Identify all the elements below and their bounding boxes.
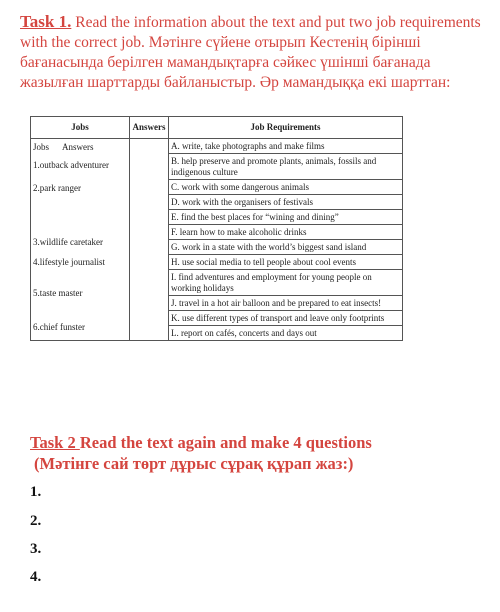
task1-title: Task 1.	[20, 12, 72, 31]
task1-instruction: Read the information about the text and put two job requirements with the correct job. Мәтінге сүйене отырып Кестенің бірінші бағанасында берілген мамандықтарға сәйкес үшінші бағанада жазылған шарттарды байланыстыр. Әр мамандыққа екі шарттан:	[20, 14, 481, 91]
requirement-item: G. work in a state with the world’s biggest sand island	[169, 240, 402, 255]
answers-cell[interactable]	[130, 139, 169, 341]
requirement-item: E. find the best places for “wining and dining”	[169, 210, 402, 225]
requirement-item: C. work with some dangerous animals	[169, 180, 402, 195]
job-item: 3.wildlife caretaker	[33, 237, 103, 247]
requirement-item: L. report on cafés, concerts and days out	[171, 328, 317, 338]
job-item: 5.taste master	[33, 288, 83, 298]
requirement-item: I. find adventures and employment for young people on working holidays	[169, 270, 402, 296]
header-answers: Answers	[130, 117, 169, 139]
job-item: 2.park ranger	[33, 183, 81, 193]
header-requirements: Job Requirements	[169, 117, 403, 139]
job-item: 6.chief funster	[33, 322, 85, 332]
task1-block	[20, 12, 490, 93]
question-number: 3.	[30, 541, 42, 557]
requirement-item: H. use social media to tell people about cool events	[169, 255, 402, 270]
job-item: 4.lifestyle journalist	[33, 257, 105, 267]
requirement-item: K. use different types of transport and leave only footprints	[169, 311, 402, 326]
question-number: 2.	[30, 513, 42, 529]
task2-subtitle: (Мәтінге сай төрт дұрыс сұрақ құрап жаз:)	[34, 454, 354, 473]
requirement-item: D. work with the organisers of festivals	[169, 195, 402, 210]
task2-block	[30, 432, 480, 474]
requirement-item: A. write, take photographs and make films	[169, 139, 402, 154]
header-jobs: Jobs	[31, 117, 130, 139]
requirement-item: J. travel in a hot air balloon and be prepared to eat insects!	[169, 296, 402, 311]
question-number: 1.	[30, 484, 42, 500]
question-number: 4.	[30, 569, 42, 585]
job-item: 1.outback adventurer	[33, 160, 109, 170]
jobs-subheader: Jobs Answers	[33, 142, 94, 152]
requirements-cell	[169, 139, 403, 341]
jobs-cell	[31, 139, 130, 341]
jobs-table	[30, 116, 403, 341]
task2-instruction: Read the text again and make 4 questions	[79, 433, 372, 452]
requirement-item: F. learn how to make alcoholic drinks	[169, 225, 402, 240]
requirement-item: B. help preserve and promote plants, animals, fossils and indigenous culture	[169, 154, 402, 180]
task2-title: Task 2	[30, 433, 80, 452]
